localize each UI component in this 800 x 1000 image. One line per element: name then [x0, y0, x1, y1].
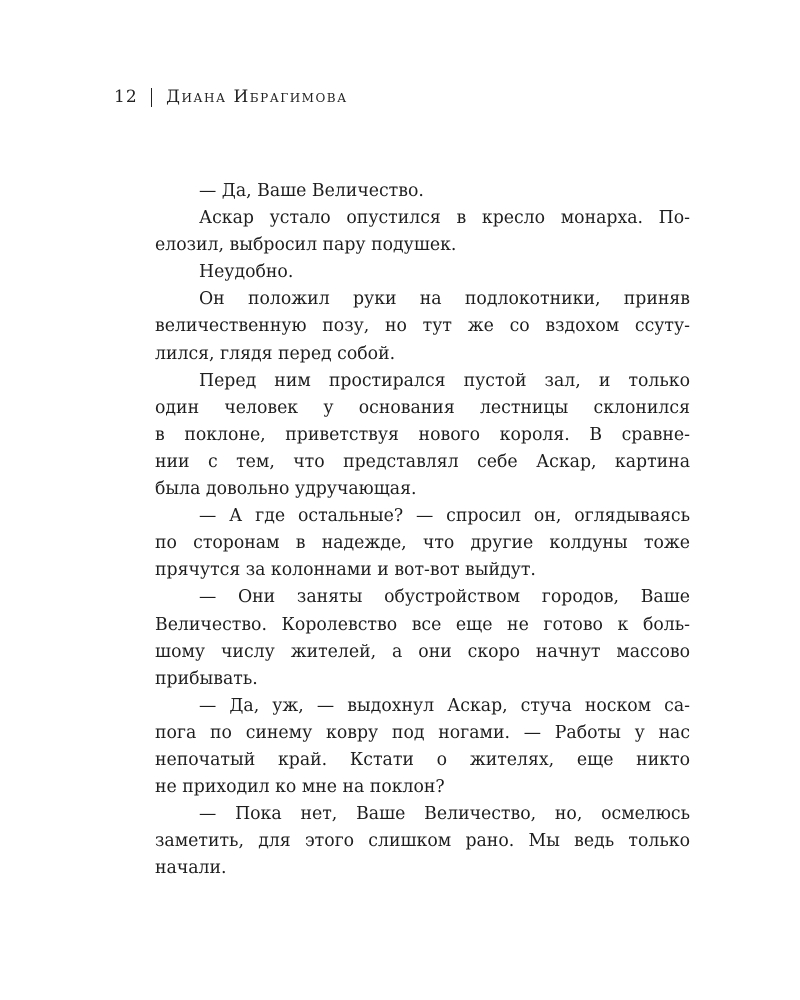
text-line: не приходил ко мне на поклон? [155, 777, 445, 798]
text-line: прибывать. [155, 668, 258, 689]
text-line: — Пока нет, Ваше Величество, но, осмелюсь [199, 804, 690, 825]
text-line: нии с тем, что представлял себе Аскар, картина [155, 451, 690, 472]
text-line: Величество. Королевство все еще не готово к боль- [155, 614, 690, 635]
text-line: начали. [155, 858, 227, 879]
text-line: Неудобно. [199, 262, 294, 283]
running-head [114, 84, 348, 110]
header-divider [151, 88, 153, 107]
text-line: елозил, выбросил пару подушек. [155, 235, 457, 256]
text-line: прячутся за колоннами и вот-вот выйдут. [155, 560, 536, 581]
text-line: в поклоне, приветствуя нового короля. В сравне- [155, 424, 690, 445]
text-line: была довольно удручающая. [155, 479, 417, 500]
text-line: шому числу жителей, а они скоро начнут массово [155, 641, 690, 662]
text-line: Перед ним простирался пустой зал, и только [199, 370, 690, 391]
text-line: — А где остальные? — спросил он, оглядываясь [199, 506, 690, 527]
text-line: — Да, Ваше Величество. [199, 181, 424, 201]
text-line: заметить, для этого слишком рано. Мы ведь только [155, 831, 690, 852]
body-text [155, 178, 690, 882]
text-line: Он положил руки на подлокотники, приняв [199, 289, 690, 310]
text-line: — Да, уж, — выдохнул Аскар, стуча носком са- [199, 695, 690, 716]
text-line: один человек у основания лестницы склонился [155, 397, 690, 418]
text-line: Аскар устало опустился в кресло монарха. По- [199, 208, 690, 229]
text-line: величественную позу, но тут же со вздохом ссуту- [155, 316, 690, 337]
text-line: — Они заняты обустройством городов, Ваше [199, 587, 690, 608]
text-line: лился, глядя перед собой. [155, 343, 396, 364]
text-line: непочатый край. Кстати о жителях, еще никто [155, 749, 690, 770]
text-line: пога по синему ковру под ногами. — Работы у нас [155, 722, 690, 743]
text-line: по сторонам в надежде, что другие колдуны тоже [155, 533, 690, 554]
page-number: 12 [114, 87, 138, 107]
author-name: Диана Ибрагимова [166, 87, 348, 107]
